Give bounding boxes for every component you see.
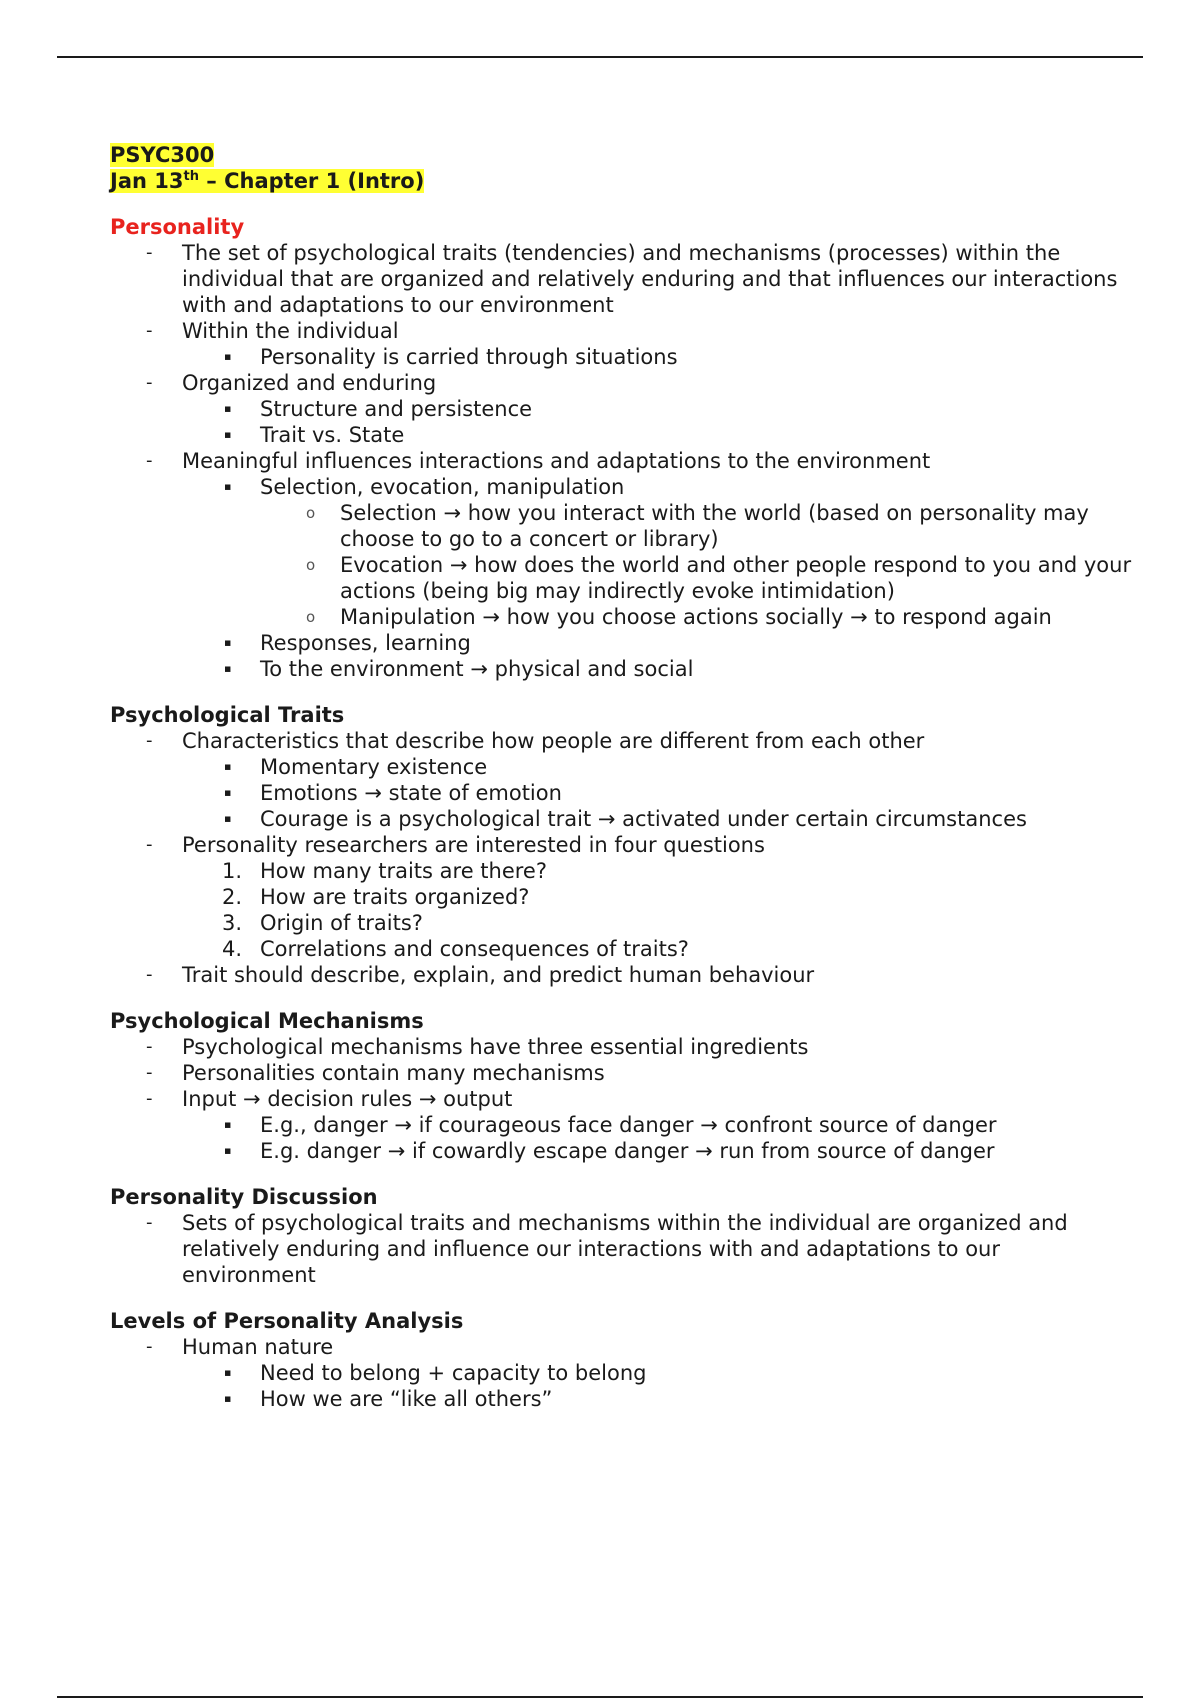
dash-bullet: - bbox=[146, 1062, 153, 1083]
dash-bullet: - bbox=[146, 1036, 153, 1057]
list-item: ▪ Emotions → state of emotion bbox=[224, 781, 562, 805]
list-item: ▪ E.g., danger → if courageous face danger → confront source of danger bbox=[224, 1113, 997, 1137]
dash-bullet: - bbox=[146, 1088, 153, 1109]
circle-bullet: o bbox=[306, 504, 316, 522]
list-item: ▪ Courage is a psychological trait → activated under certain circumstances bbox=[224, 807, 1027, 831]
list-item: - Trait should describe, explain, and predict human behaviour bbox=[146, 963, 815, 987]
section-title-discussion: Personality Discussion bbox=[110, 1185, 378, 1209]
dash-bullet: - bbox=[146, 834, 153, 855]
section-title-levels: Levels of Personality Analysis bbox=[110, 1309, 464, 1333]
square-bullet: ▪ bbox=[224, 428, 232, 441]
list-item: - Input → decision rules → output bbox=[146, 1087, 513, 1111]
square-bullet: ▪ bbox=[224, 786, 232, 799]
list-item: ▪ Trait vs. State bbox=[224, 423, 405, 447]
document-page bbox=[110, 142, 1140, 1412]
square-bullet: ▪ bbox=[224, 1144, 232, 1157]
square-bullet: ▪ bbox=[224, 1366, 232, 1379]
list-item: ▪ Structure and persistence bbox=[224, 397, 533, 421]
dash-bullet: - bbox=[146, 1212, 153, 1233]
list-item: - Within the individual bbox=[146, 319, 399, 343]
square-bullet: ▪ bbox=[224, 350, 232, 363]
lecture-date-header bbox=[110, 168, 1140, 194]
numbered-item: 3. Origin of traits? bbox=[222, 911, 423, 935]
list-item: - Organized and enduring bbox=[146, 371, 437, 395]
item-number: 1. bbox=[222, 859, 243, 883]
list-item: ▪ Selection, evocation, manipulation bbox=[224, 475, 625, 499]
circle-bullet: o bbox=[306, 608, 316, 626]
square-bullet: ▪ bbox=[224, 760, 232, 773]
dash-bullet: - bbox=[146, 372, 153, 393]
section-title-mechanisms: Psychological Mechanisms bbox=[110, 1009, 424, 1033]
square-bullet: ▪ bbox=[224, 480, 232, 493]
item-number: 4. bbox=[222, 937, 243, 961]
lecture-date: Jan 13th – Chapter 1 (Intro) bbox=[110, 169, 425, 193]
list-item: - Personality researchers are interested in four questions bbox=[146, 833, 765, 857]
list-item: ▪ Responses, learning bbox=[224, 631, 471, 655]
list-item: - Psychological mechanisms have three essential ingredients bbox=[146, 1035, 809, 1059]
circle-bullet: o bbox=[306, 556, 316, 574]
list-item: o Evocation → how does the world and other people respond to you and your actions (being big may indirectly evoke intimidation) bbox=[306, 553, 1132, 603]
list-item: o Selection → how you interact with the world (based on personality may choose to go to a concert or library) bbox=[306, 501, 1089, 551]
top-rule bbox=[57, 56, 1143, 58]
list-item: ▪ To the environment → physical and social bbox=[224, 657, 694, 681]
square-bullet: ▪ bbox=[224, 662, 232, 675]
bottom-rule bbox=[57, 1696, 1143, 1698]
numbered-item: 2. How are traits organized? bbox=[222, 885, 530, 909]
dash-bullet: - bbox=[146, 964, 153, 985]
numbered-item: 4. Correlations and consequences of traits? bbox=[222, 937, 689, 961]
list-item: ▪ Momentary existence bbox=[224, 755, 488, 779]
square-bullet: ▪ bbox=[224, 1392, 232, 1405]
course-header bbox=[110, 142, 1140, 168]
section-title-traits: Psychological Traits bbox=[110, 703, 345, 727]
list-item: - The set of psychological traits (tendencies) and mechanisms (processes) within the individual that are organized and relatively enduring and that influences our interactions with and adaptations to our environment bbox=[146, 241, 1118, 317]
dash-bullet: - bbox=[146, 242, 153, 263]
dash-bullet: - bbox=[146, 1336, 153, 1357]
section-title-personality: Personality bbox=[110, 215, 245, 239]
square-bullet: ▪ bbox=[224, 812, 232, 825]
list-item: - Human nature bbox=[146, 1335, 334, 1359]
list-item: ▪ How we are “like all others” bbox=[224, 1387, 553, 1411]
list-item: - Meaningful influences interactions and adaptations to the environment bbox=[146, 449, 931, 473]
list-item: ▪ Personality is carried through situations bbox=[224, 345, 678, 369]
dash-bullet: - bbox=[146, 320, 153, 341]
square-bullet: ▪ bbox=[224, 636, 232, 649]
item-number: 3. bbox=[222, 911, 243, 935]
list-item: ▪ E.g. danger → if cowardly escape danger → run from source of danger bbox=[224, 1139, 995, 1163]
square-bullet: ▪ bbox=[224, 1118, 232, 1131]
square-bullet: ▪ bbox=[224, 402, 232, 415]
list-item: - Characteristics that describe how people are different from each other bbox=[146, 729, 925, 753]
list-item: - Personalities contain many mechanisms bbox=[146, 1061, 605, 1085]
item-number: 2. bbox=[222, 885, 243, 909]
dash-bullet: - bbox=[146, 450, 153, 471]
course-code: PSYC300 bbox=[110, 143, 215, 167]
list-item: o Manipulation → how you choose actions socially → to respond again bbox=[306, 605, 1052, 629]
dash-bullet: - bbox=[146, 730, 153, 751]
list-item: - Sets of psychological traits and mechanisms within the individual are organized and relatively enduring and influence our interactions with and adaptations to our environment bbox=[146, 1211, 1068, 1287]
list-item: ▪ Need to belong + capacity to belong bbox=[224, 1361, 647, 1385]
numbered-item: 1. How many traits are there? bbox=[222, 859, 547, 883]
